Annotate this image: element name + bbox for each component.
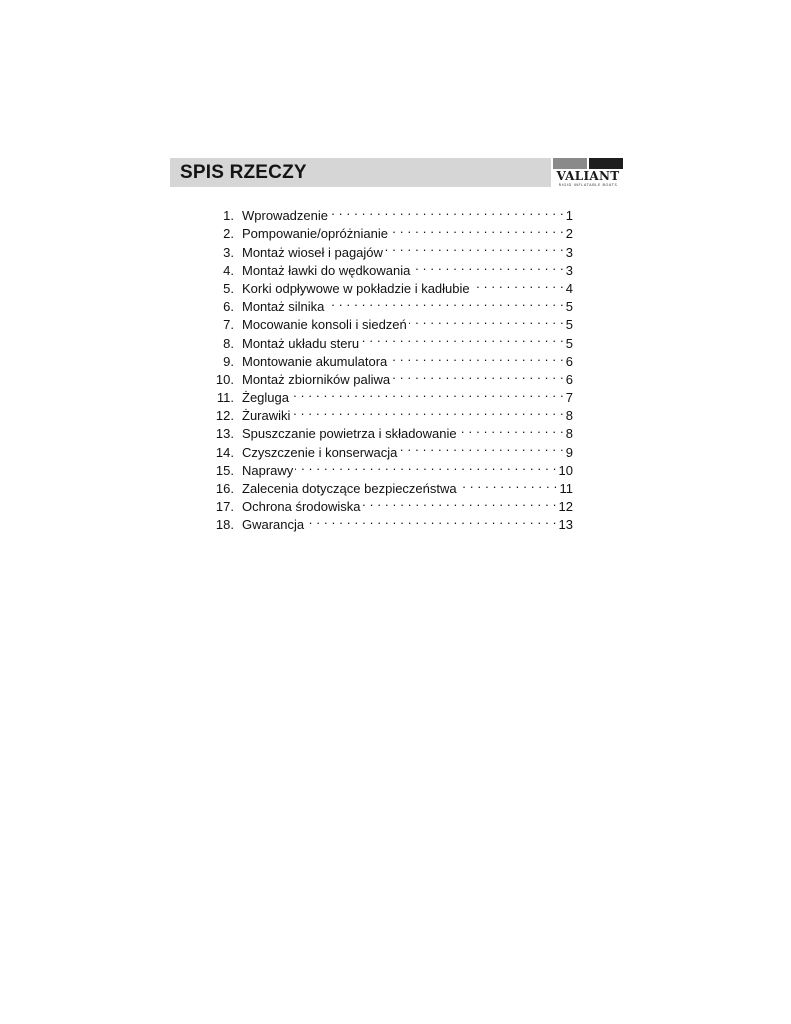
- toc-leader-dots: [409, 311, 564, 329]
- toc-label: Montaż wioseł i pagajów: [242, 244, 383, 260]
- toc-leader-dots: [330, 202, 564, 220]
- toc-number: 8.: [223, 335, 234, 351]
- toc-page-number: 5: [565, 317, 573, 333]
- toc-leader-dots: [390, 220, 564, 238]
- toc-number: 16.: [215, 481, 234, 496]
- toc-leader-dots: [459, 420, 564, 438]
- toc-number: 18.: [215, 517, 234, 533]
- toc-page-number: 2: [565, 226, 573, 242]
- toc-label: Mocowanie konsoli i siedzeń: [242, 317, 407, 333]
- toc-page-number: 9: [565, 444, 573, 460]
- toc-page-number: 8: [565, 426, 573, 442]
- toc-label: Montowanie akumulatora: [242, 353, 388, 369]
- toc-label: Wprowadzenie: [242, 208, 328, 224]
- toc-label: Montaż ławki do wędkowania: [242, 262, 411, 278]
- toc-label: Naprawy: [242, 462, 294, 478]
- toc-leader-dots: [389, 348, 564, 366]
- toc-label: Spuszczanie powietrza i składowanie: [242, 426, 457, 442]
- toc-page-number: 6: [565, 353, 573, 369]
- toc-leader-dots: [361, 329, 564, 347]
- toc-page-number: 3: [565, 262, 573, 278]
- toc-label: Ochrona środowiska: [242, 499, 361, 515]
- toc-page-number: 13: [558, 517, 573, 533]
- toc-number: 9.: [223, 353, 234, 369]
- logo-brand-text: VALIANT: [556, 169, 620, 183]
- toc-leader-dots: [291, 384, 564, 402]
- toc-leader-dots: [292, 402, 563, 420]
- toc-page-number: 4: [565, 280, 573, 296]
- toc-label: Gwarancja: [242, 517, 305, 533]
- toc-number: 17.: [215, 499, 234, 515]
- toc-label: Zalecenia dotyczące bezpieczeństwa: [242, 481, 457, 496]
- toc-leader-dots: [326, 293, 563, 311]
- toc-leader-dots: [295, 457, 556, 475]
- toc-number: 1.: [223, 208, 234, 224]
- toc-label: Montaż układu steru: [242, 335, 360, 351]
- toc-number: 3.: [223, 244, 234, 260]
- logo-tagline: RIGID INFLATABLE BOATS: [558, 183, 618, 187]
- toc-number: 4.: [223, 262, 234, 278]
- toc-label: Czyszczenie i konserwacja: [242, 444, 398, 460]
- toc-number: 12.: [215, 408, 234, 424]
- toc-page-number: 5: [565, 299, 573, 315]
- toc-entry-1[interactable]: [208, 202, 573, 224]
- toc-label: Montaż zbiorników paliwa: [242, 371, 391, 387]
- toc-page-number: 7: [565, 390, 573, 406]
- toc-leader-dots: [472, 275, 564, 293]
- toc-number: 14.: [215, 444, 234, 460]
- toc-number: 5.: [223, 280, 234, 296]
- toc-page-number: 5: [565, 335, 573, 351]
- toc-page-number: 8: [565, 408, 573, 424]
- toc-number: 7.: [223, 317, 234, 333]
- toc-label: Pompowanie/opróżnianie: [242, 226, 388, 242]
- toc-leader-dots: [385, 238, 564, 256]
- toc-page-number: 11: [559, 481, 573, 496]
- toc-leader-dots: [306, 511, 556, 529]
- toc-page-number: 1: [565, 208, 573, 224]
- toc-label: Żegluga: [242, 390, 289, 406]
- toc-leader-dots: [459, 475, 558, 493]
- toc-leader-dots: [363, 493, 557, 511]
- toc-label: Korki odpływowe w pokładzie i kadłubie: [242, 280, 470, 296]
- toc-number: 6.: [223, 299, 234, 315]
- logo-right-bar: [589, 158, 623, 169]
- toc-leader-dots: [392, 366, 564, 384]
- logo-left-bar: [553, 158, 587, 169]
- toc-page-number: 3: [565, 244, 573, 260]
- toc-leader-dots: [412, 257, 563, 275]
- toc-page-number: 10: [558, 462, 573, 478]
- toc-label: Montaż silnika: [242, 299, 325, 315]
- valiant-logo: [553, 158, 623, 188]
- section-header-bar: [170, 158, 551, 187]
- toc-page-number: 6: [565, 371, 573, 387]
- toc-number: 2.: [223, 226, 234, 242]
- toc-leader-dots: [399, 438, 563, 456]
- toc-number: 13.: [215, 426, 234, 442]
- page-title: SPIS RZECZY: [180, 162, 307, 183]
- toc-page-number: 12: [558, 499, 573, 515]
- toc-label: Żurawiki: [242, 408, 291, 424]
- toc-number: 10.: [215, 371, 234, 387]
- toc-number: 11.: [216, 390, 234, 406]
- table-of-contents: [208, 202, 573, 533]
- toc-number: 15.: [215, 462, 234, 478]
